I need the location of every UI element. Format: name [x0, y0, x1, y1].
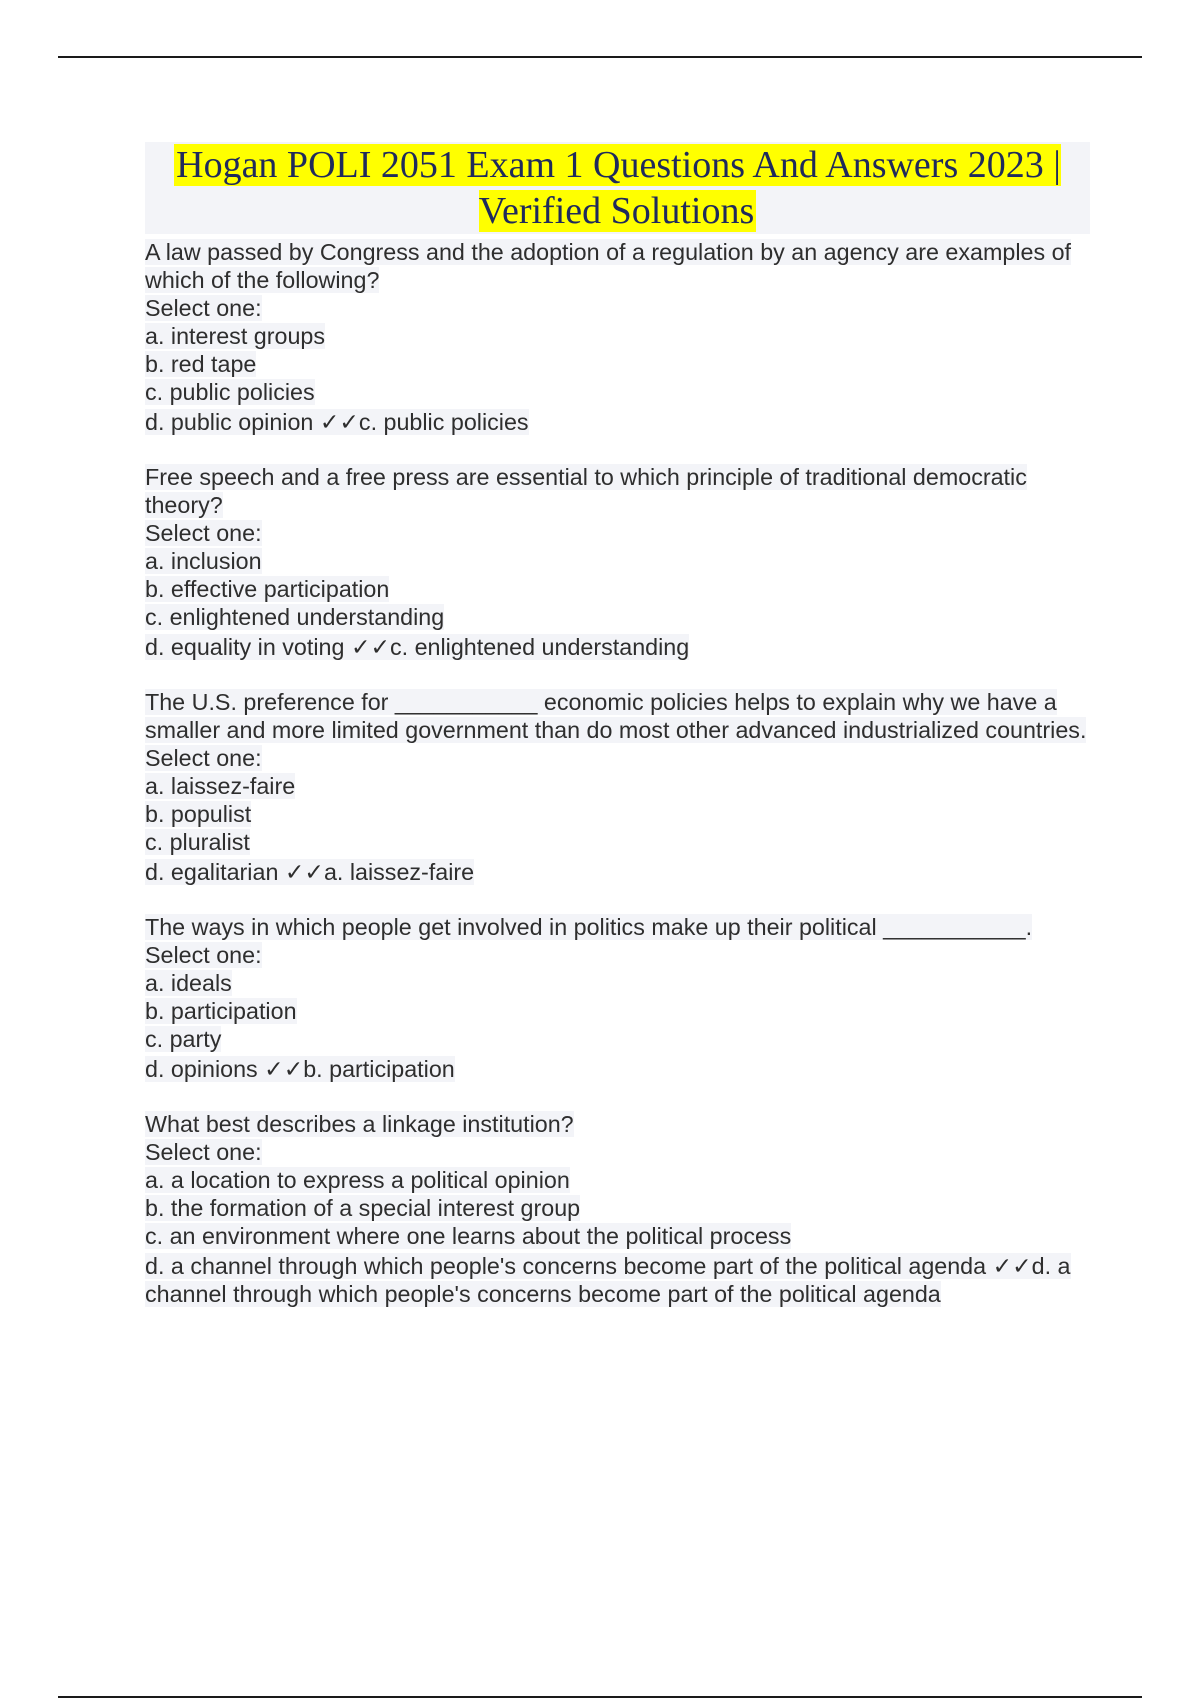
option-d-with-answer: [145, 633, 1090, 661]
question-list: [145, 238, 1090, 1308]
option-a: a. laissez-faire: [145, 773, 296, 799]
bottom-rule: [58, 1696, 1142, 1698]
option-d: d. egalitarian: [145, 859, 279, 885]
question-text: A law passed by Congress and the adoption of a regulation by an agency are examples of which of the following?: [145, 239, 1072, 293]
option-a: a. ideals: [145, 970, 232, 996]
option-b: b. red tape: [145, 351, 257, 377]
answer-text: c. public policies: [358, 409, 529, 435]
option-b: b. effective participation: [145, 576, 390, 602]
answer-checkmark-icon: ✓✓: [350, 634, 390, 660]
question-5: [145, 1110, 1090, 1308]
option-c: c. an environment where one learns about the political process: [145, 1223, 792, 1249]
answer-checkmark-icon: ✓✓: [264, 1056, 304, 1082]
title-block: [145, 142, 1090, 234]
select-one-label: Select one:: [145, 745, 262, 771]
question-text: What best describes a linkage institution?: [145, 1111, 574, 1137]
answer-checkmark-icon: ✓✓: [319, 409, 359, 435]
option-a: a. a location to express a political opinion: [145, 1167, 570, 1193]
option-a: a. inclusion: [145, 548, 262, 574]
question-text: Free speech and a free press are essential to which principle of traditional democratic theory?: [145, 464, 1027, 518]
option-d: d. a channel through which people's concerns become part of the political agenda: [145, 1253, 987, 1279]
select-one-label: Select one:: [145, 942, 262, 968]
question-text: The U.S. preference for ___________ economic policies helps to explain why we have a smaller and more limited government than do most other advanced industrialized countries.: [145, 689, 1087, 743]
option-b: b. participation: [145, 998, 297, 1024]
option-d-with-answer: [145, 1055, 1090, 1083]
select-one-label: Select one:: [145, 295, 262, 321]
document-title: Hogan POLI 2051 Exam 1 Questions And Answers 2023 | Verified Solutions: [176, 144, 1061, 232]
document-body: [145, 142, 1090, 1335]
option-c: c. pluralist: [145, 829, 250, 855]
question-3: [145, 688, 1090, 886]
option-d-with-answer: [145, 858, 1090, 886]
answer-text: c. enlightened understanding: [389, 634, 690, 660]
option-c: c. party: [145, 1026, 222, 1052]
answer-checkmark-icon: ✓✓: [992, 1253, 1032, 1279]
option-a: a. interest groups: [145, 323, 326, 349]
option-c: c. public policies: [145, 379, 315, 405]
option-d-with-answer: [145, 1252, 1090, 1308]
select-one-label: Select one:: [145, 520, 262, 546]
option-d: d. equality in voting: [145, 634, 345, 660]
option-b: b. populist: [145, 801, 252, 827]
select-one-label: Select one:: [145, 1139, 262, 1165]
option-c: c. enlightened understanding: [145, 604, 445, 630]
question-4: [145, 913, 1090, 1083]
answer-checkmark-icon: ✓✓: [284, 859, 324, 885]
top-rule: [58, 56, 1142, 58]
answer-text: b. participation: [303, 1056, 455, 1082]
option-d: d. opinions: [145, 1056, 258, 1082]
answer-text: a. laissez-faire: [323, 859, 475, 885]
question-text: The ways in which people get involved in politics make up their political ___________.: [145, 914, 1033, 940]
question-2: [145, 463, 1090, 661]
answer-text: d. a channel through which people's concerns become part of the political agenda: [145, 1253, 1071, 1307]
option-d-with-answer: [145, 408, 1090, 436]
option-b: b. the formation of a special interest group: [145, 1195, 581, 1221]
option-d: d. public opinion: [145, 409, 314, 435]
question-1: [145, 238, 1090, 436]
